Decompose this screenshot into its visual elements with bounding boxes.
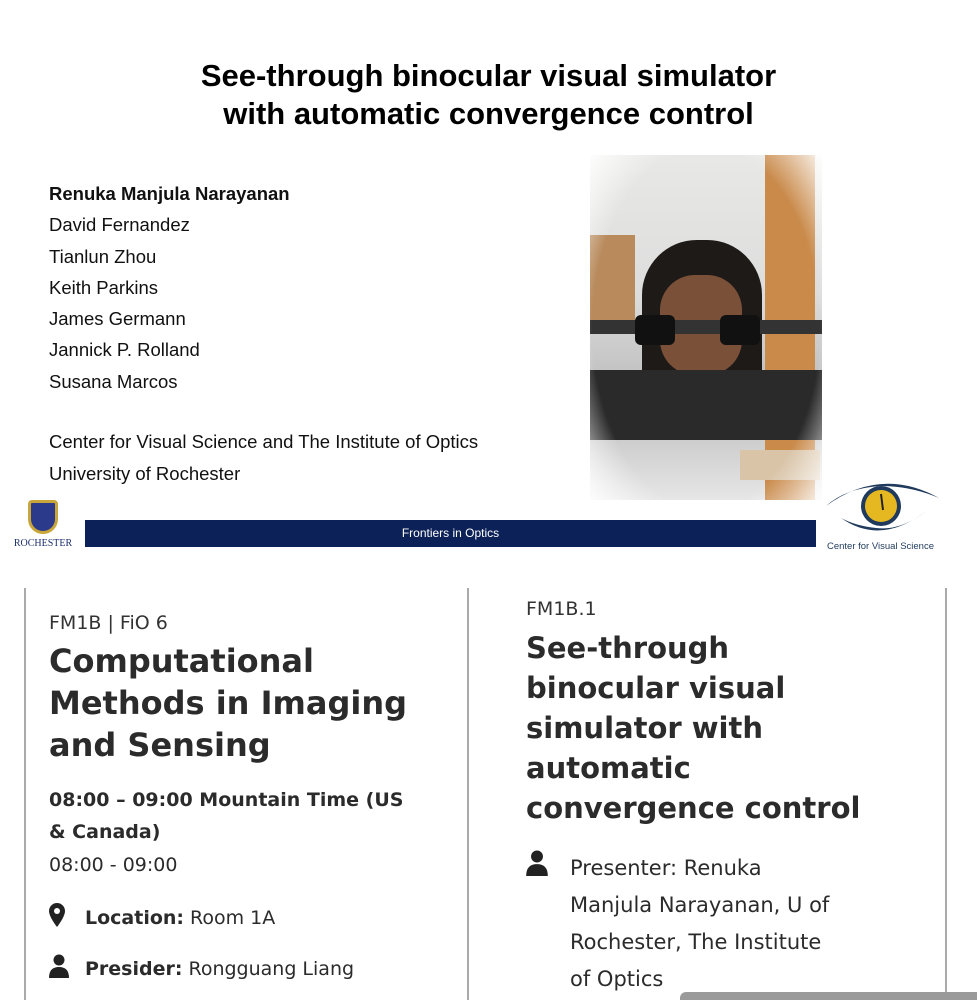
- eye-icon: [821, 476, 941, 536]
- title-line: Computational: [49, 642, 314, 680]
- presenter-photo: [590, 155, 822, 500]
- person-icon: [49, 954, 71, 983]
- presenter-info: [570, 850, 940, 998]
- cvs-logo: [818, 476, 943, 550]
- slide-title: [0, 57, 977, 133]
- author: Jannick P. Rolland: [49, 339, 200, 361]
- presenter-line: Presenter: Renuka: [570, 856, 762, 880]
- cvs-logo-text: Center for Visual Science: [826, 541, 935, 552]
- presenter-line: Rochester, The Institute: [570, 930, 822, 954]
- panel-border: [945, 588, 947, 1000]
- location-pin-icon: [49, 903, 71, 932]
- time-line: & Canada): [49, 821, 161, 843]
- presider-label: Presider:: [85, 957, 183, 980]
- time-line: 08:00 – 09:00 Mountain Time (US: [49, 789, 404, 811]
- person-icon: [526, 850, 548, 881]
- bottom-scrollbar[interactable]: [680, 992, 977, 1000]
- title-line: convergence control: [526, 791, 861, 825]
- title-line: automatic: [526, 751, 691, 785]
- title-line: See-through: [526, 631, 730, 665]
- affiliation-line: Center for Visual Science and The Institute of Optics: [49, 431, 479, 452]
- author-list: [49, 178, 290, 397]
- location-value: Room 1A: [190, 906, 276, 929]
- affiliation: [49, 426, 478, 490]
- affiliation-line: University of Rochester: [49, 463, 241, 484]
- panel-border: [24, 588, 26, 1000]
- session-code: FM1B | FiO 6: [49, 612, 168, 634]
- location-label: Location:: [85, 906, 185, 929]
- presenter-line: Manjula Narayanan, U of: [570, 893, 830, 917]
- panel-divider: [467, 588, 469, 1000]
- title-line: simulator with: [526, 711, 763, 745]
- title-line: and Sensing: [49, 726, 271, 764]
- session-location: [49, 903, 275, 932]
- presider-value[interactable]: Rongguang Liang: [188, 957, 355, 980]
- title-line: with automatic convergence control: [223, 96, 754, 131]
- session-presider: [49, 954, 354, 983]
- paper-code: FM1B.1: [526, 598, 597, 620]
- author: Tianlun Zhou: [49, 245, 157, 267]
- author: Susana Marcos: [49, 370, 178, 392]
- title-line: See-through binocular visual simulator: [200, 58, 777, 93]
- session-title[interactable]: [49, 640, 449, 766]
- title-line: Methods in Imaging: [49, 684, 407, 722]
- local-time: 08:00 - 09:00: [49, 854, 178, 876]
- author: Renuka Manjula Narayanan: [49, 183, 290, 204]
- author: David Fernandez: [49, 214, 190, 236]
- author: Keith Parkins: [49, 276, 158, 298]
- rochester-logo: ROCHESTER: [10, 500, 76, 555]
- session-time: [49, 784, 459, 848]
- paper-title[interactable]: [526, 628, 926, 828]
- presenter-line: of Optics: [570, 967, 664, 991]
- author: James Germann: [49, 308, 186, 330]
- conference-banner: Frontiers in Optics: [85, 520, 816, 547]
- title-line: binocular visual: [526, 671, 786, 705]
